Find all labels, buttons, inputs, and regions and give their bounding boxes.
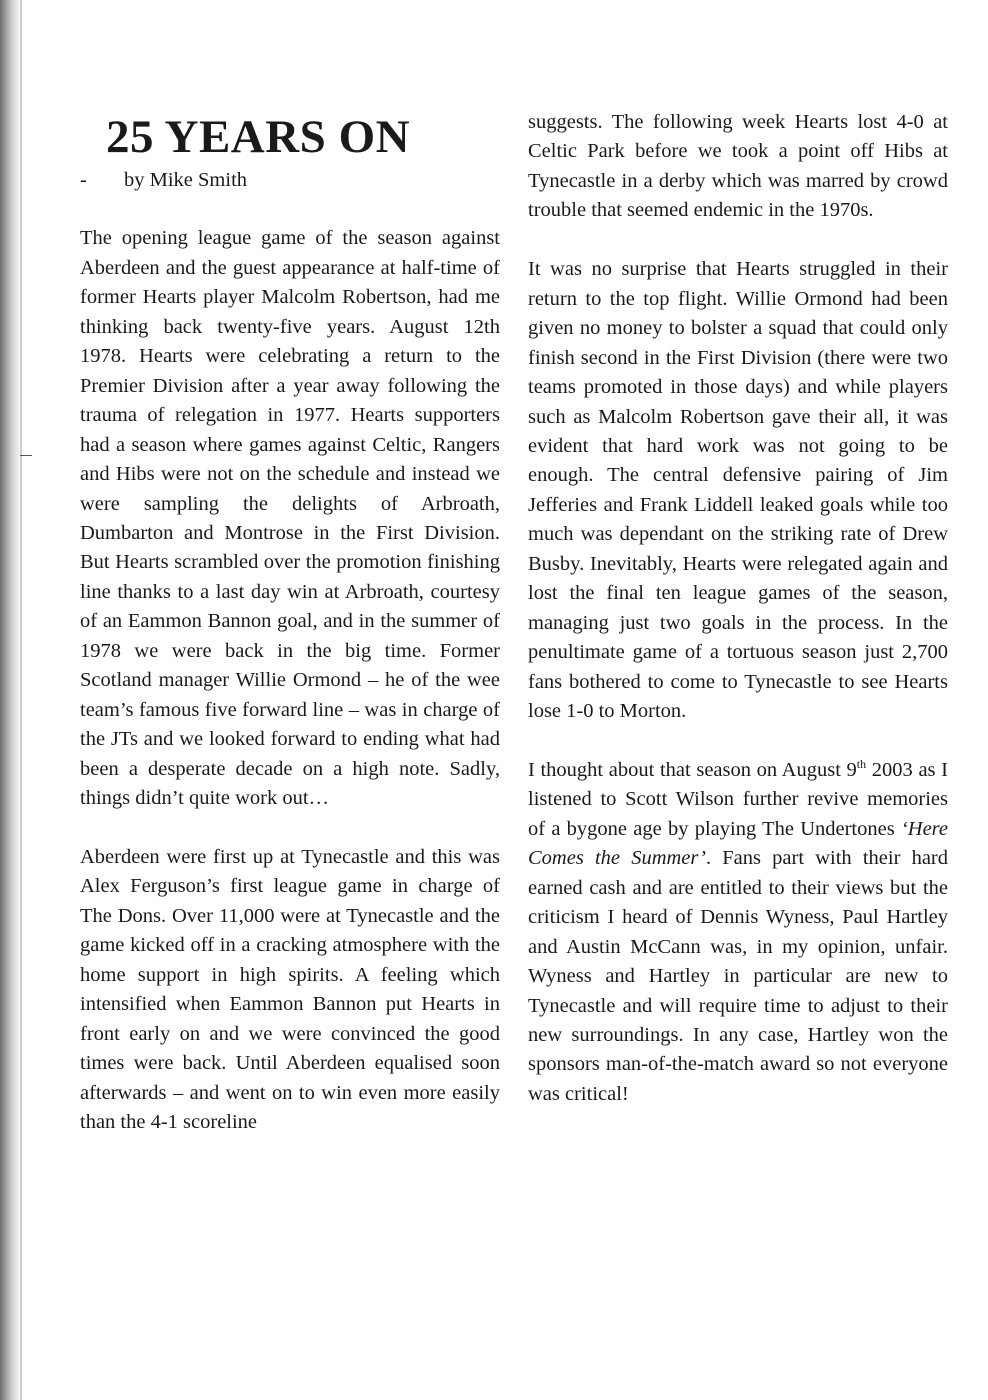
paragraph-4-text-a: I thought about that season on August 9 bbox=[528, 758, 857, 781]
paragraph-2: Aberdeen were first up at Tynecastle and this was Alex Ferguson’s first league game in charge of The Dons. Over 11,000 were at Tynecastle and the game kicked off in a cracking atmosphere with the home support in high spirits. A feeling which intensified when Eammon Bannon put Hearts in front early on and we were convinced the good times were back. Until Aberdeen equalised soon afterwards – and went on to win even more easily than the 4-1 scoreline bbox=[80, 845, 500, 1134]
paragraph-2-continued: suggests. The following week Hearts lost 4-0 at Celtic Park before we took a point off Hibs at Tynecastle in a derby which was marred by crowd trouble that seemed endemic in the 1970s. bbox=[528, 111, 948, 222]
byline-dash: - bbox=[80, 169, 87, 191]
song-title: ‘Here Comes the Summer’ bbox=[528, 817, 948, 870]
byline-author: by Mike Smith bbox=[124, 169, 248, 191]
article-byline bbox=[80, 166, 500, 195]
paragraph-1: The opening league game of the season against Aberdeen and the guest appearance at half-time of former Hearts player Malcolm Robertson, had me thinking back twenty-five years. August 12th 1978. Hearts were celebrating a return to the Premier Division after a year away following the trauma of relegation in 1977. Hearts supporters had a season where games against Celtic, Rangers and Hibs were not on the schedule and instead we were sampling the delights of Arbroath, Dumbarton and Montrose in the First Division. But Hearts scrambled over the promotion finishing line thanks to a last day win at Arbroath, courtesy of an Eammon Bannon goal, and in the summer of 1978 we were back in the big time. Former Scotland manager Willie Ormond – he of the wee team’s famous five forward line – was in charge of the JTs and we looked forward to ending what had been a desperate decade on a high note. Sadly, things didn’t quite work out… bbox=[80, 227, 500, 810]
article-title: 25 YEARS ON bbox=[106, 111, 411, 163]
paragraph-4-text-b: 2003 as I listened to Scott Wilson further revive memories of a bygone age by playing The Undertones bbox=[528, 758, 948, 840]
paragraph-4 bbox=[528, 756, 948, 1109]
ordinal-suffix: th bbox=[856, 756, 867, 771]
paragraph-3: It was no surprise that Hearts struggled in their return to the top flight. Willie Ormond had been given no money to bolster a squad that could only finish second in the First Division (there were two teams promoted in those days) and while players such as Malcolm Robertson gave their all, it was evident that hard work was not going to be enough. The central defensive pairing of Jim Jefferies and Frank Liddell leaked goals while too much was dependant on the striking rate of Drew Busby. Inevitably, Hearts were relegated again and lost the final ten league games of the season, managing just two goals in the process. In the penultimate game of a tortuous season just 2,700 fans bothered to come to Tynecastle to see Hearts lose 1-0 to Morton. bbox=[528, 258, 948, 723]
left-column bbox=[80, 108, 500, 1137]
right-column bbox=[528, 108, 948, 1109]
paragraph-4-text-c: . Fans part with their hard earned cash and are entitled to their views but the criticism I heard of Dennis Wyness, Paul Hartley and Austin McCann was, in my opinion, unfair. Wyness and Hartley in particular are new to Tynecastle and will require time to adjust to their new surroundings. In any case, Hartley won the sponsors man-of-the-match award so not everyone was critical! bbox=[528, 847, 948, 1105]
